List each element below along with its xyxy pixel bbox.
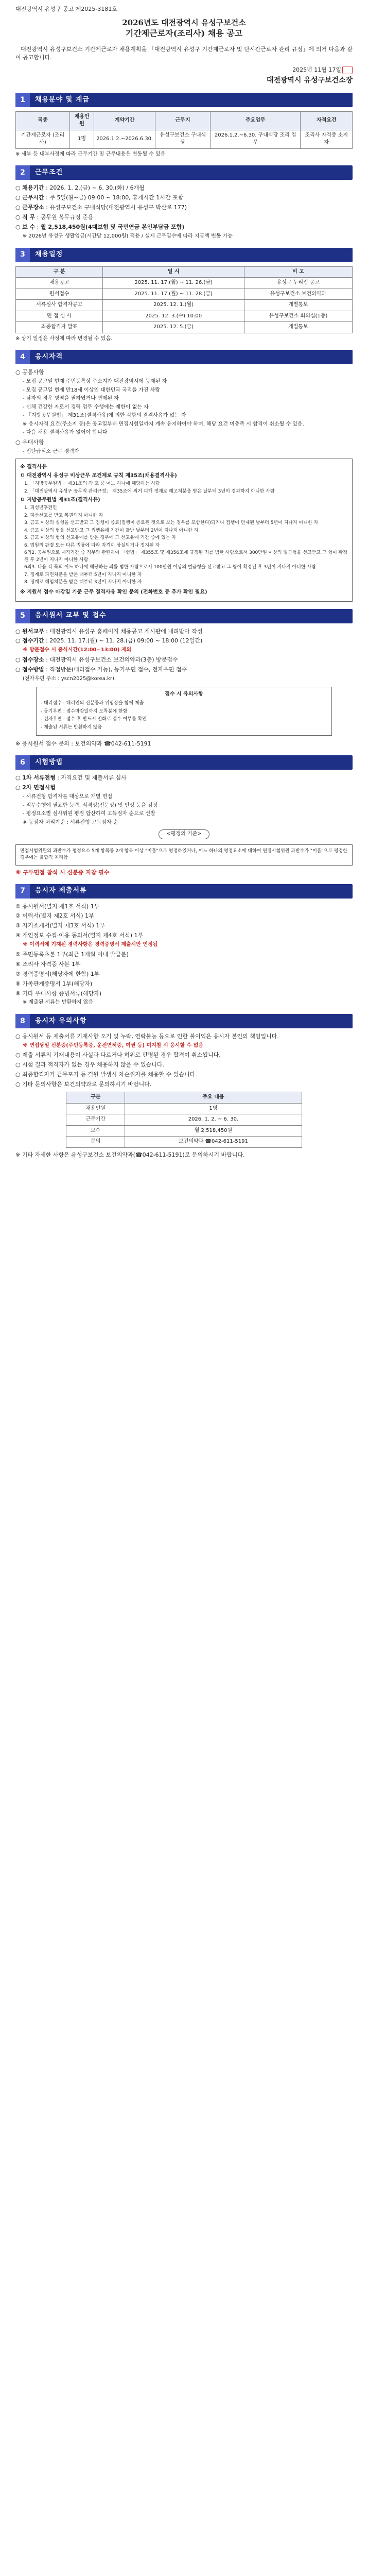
intro-text: 대전광역시 유성구보건소 기간제근로자 채용계획을 「대전광역시 유성구 기간제근로자 및 단시간근로자 관리 규정」에 의거 다음과 같이 공고합니다. (15, 45, 353, 61)
condition-item: ○ 직 무 : 공무원 복무규정 준용 (15, 214, 94, 221)
final-contact: ※ 기타 자세한 사항은 유성구보건소 보건의약과(☎042-611-5191)로 문의하시기 바랍니다. (15, 1151, 245, 1158)
requirement-item: - 다음 채용 결격사유가 없어야 합니다 (23, 430, 108, 436)
section-header-2: 2 근무조건 (15, 165, 353, 180)
submission-item: ○ 원서교부 : 대전광역시 유성구 홈페이지 채용공고 게시판에 내려받아 작성 (15, 628, 203, 635)
page-title (15, 18, 353, 39)
section-header-7: 7 응시자 제출서류 (15, 884, 353, 899)
common-heading: ○ 공통사항 (15, 369, 44, 376)
submission-caution-box: 접수 시 유의사항 - 대리접수 : 대리인의 신분증과 위임장을 함께 제출 - 등기우편 : 접수마감일까지 도착분에 한함 - 전자우편 : 접수 후 반드시 전화로 접수 여부를 확인 - 제출된 서류는 반환하지 않음 (36, 687, 332, 736)
section-header-3: 3 채용일정 (15, 248, 353, 262)
document-item: ⑤ 주민등록초본 1부(최근 1개월 이내 발급분) (15, 951, 129, 958)
disqualification-box: ※ 결격사유 ㅁ 대전광역시 유성구 비상근무 조건제로 규칙 제35조(채용결격사유) 1. 「지방공무원법」 제31조의 각 호 중 어느 하나에 해당하는 사람 2. 「대전광역시 유성구 공무직 관리규정」 제35조에 의거 피해 정계로 해고처분을 받은 날부터 3년이 경과하지 아니한 사람 ㅁ 지방공무원법 제31조(결격사유) 1. 피성년후견인 2. 파산선고를 받고 복권되지 아니한 자 3. 금고 이상의 실형을 선고받고 그 집행이 종료(집행이 종료된 것으로 보는 경우를 포함한다)되거나 집행이 면제된 날부터 5년이 지나지 아니한 자 4. 금고 이상의 형을 선고받고 그 집행유예 기간이 끝난 날부터 2년이 지나지 아니한 자 5. 금고 이상의 형의 선고유예를 받은 경우에 그 선고유예 기간 중에 있는 자 6. 법원의 판결 또는 다른 법률에 따라 자격이 상실되거나 정지된 자 6의2. 공무원으로 재직기간 중 직무와 관련하여 「형법」 제355조 및 제356조에 규정된 죄를 범한 사람으로서 300만원 이상의 벌금형을 선고받고 그 형이 확정된 후 2년이 지나지 아니한 사람 6의3. 다음 각 목의 어느 하나에 해당하는 죄를 범한 사람으로서 100만원 이상의 벌금형을 선고받고 그 형이 확정된 후 3년이 지나지 아니한 사람 7. 징계로 파면처분을 받은 때부터 5년이 지나지 아니한 자 8. 징계로 해임처분을 받은 때부터 3년이 지나지 아니한 자 ※ 지원서 접수 마감일 기준 근무 결격사유 확인 문의 (전화번호 등 추가 확인 필요) (15, 459, 353, 602)
exam-item: ○ 1차 서류전형 : 자격요건 및 제출서류 심사 (15, 774, 127, 782)
document-item: ③ 자기소개서(별지 제3호 서식) 1부 (15, 922, 105, 929)
submission-item: ○ 접수기간 : 2025. 11. 17.(월) ~ 11. 28.(금) 09:00 ~ 18:00 (12일간) (15, 637, 203, 645)
id-warning: ※ 구두면접 참석 시 신분증 지참 필수 (15, 869, 110, 876)
announcement-number: 대전광역시 유성구 공고 제2025-3181호 (15, 6, 117, 12)
tie-rule: ※ 동점자 처리기준 : 서류전형 고득점자 순 (23, 819, 118, 825)
section-header-5: 5 응시원서 교부 및 접수 (15, 609, 353, 623)
id-required-note: ※ 면접당일 신분증(주민등록증, 운전면허증, 여권 등) 미지참 시 응시할 수 없음 (23, 1042, 204, 1048)
requirement-item: - 모집 공고일 현재 주민등록상 주소지가 대전광역시에 등재된 자 (23, 379, 167, 385)
section-header-6: 6 시험방법 (15, 755, 353, 770)
criteria-label: <평정의 기준> (159, 829, 209, 839)
submission-item: ○ 접수장소 : 대전광역시 유성구보건소 보건의약과(3층) 방문접수 (15, 656, 178, 663)
submission-item: ○ 접수방법 : 직접방문(대리접수 가능), 등기우편 접수, 전자우편 접수 (15, 666, 187, 673)
section-header-8: 8 응시자 유의사항 (15, 1014, 353, 1028)
caution-item: ○ 제출 서류의 기재내용이 사실과 다르거나 허위로 판명된 경우 합격이 취소됩니다. (15, 1052, 221, 1059)
document-item: ④ 개인정보 수집·이용 동의서(별지 제4호 서식) 1부 (15, 932, 144, 939)
summary-table: 구분 주요 내용 채용인원 1명 근무기간 2026. 1. 2. ~ 6. 30. 보수 월 2,518,450원 문의 보건의약과 ☎042-611-5191 (66, 1092, 302, 1148)
section-header-1: 1 채용분야 및 계급 (15, 93, 353, 107)
issuer: 대전광역시 유성구보건소장 (266, 76, 353, 84)
document-item: ⑥ 조리사 자격증 사본 1부 (15, 960, 81, 968)
career-note: ※ 이력서에 기재된 경력사항은 경력증명서 제출시만 인정됨 (23, 942, 158, 948)
schedule-table: 구 분 일 시 비 고 채용공고 2025. 11. 17.(월) ~ 11. 26.(금) 유성구 누리집 공고 원서접수 2025. 11. 17.(월) ~ 11. 28.(금) 유성구보건소 보건의약과 서류심사 합격자공고 2025. 12. 1.(월) 개별통보 면 접 심 사 2025. 12. 3.(수) 10:00 유성구보건소 회의실(1층) 최종합격자 발표 2025. 12. 5.(금) 개별통보 (15, 266, 353, 333)
pay-note: ※ 2026년 유성구 생활임금(시간당 12,000원) 적용 / 실제 근무일수에 따라 지급액 변동 가능 (23, 233, 233, 240)
table-row: 채용공고 2025. 11. 17.(월) ~ 11. 26.(금) 유성구 누리집 공고 (16, 278, 353, 289)
notice-date: 2025년 11월 17일 (292, 66, 341, 73)
exam-item: ○ 2차 면접시험 (15, 784, 56, 791)
requirement-item: - 신체 건강한 자로서 경력 업무 수행에는 제한이 없는 자 (23, 404, 149, 410)
seal-mark (342, 66, 353, 74)
criteria-box: 면접시험위원의 과반수가 평정요소 5개 항목중 2개 항목 이상 "미흡"으로 평정하였거나, 어느 하나의 평정요소에 대하여 면접시험위원 과반수가 "미흡"으로 평정한 경우에는 불합격 처리함 (15, 844, 353, 866)
condition-item: ○ 보 수 : 월 2,518,450원(4대보험 및 국민연금 본인부담금 포함) (15, 224, 185, 231)
notice-page: 대전광역시 유성구 공고 제2025-3181호 2026년도 대전광역시 유성구보건소 기간제근로자(조리사) 채용 공고 대전광역시 유성구보건소 기간제근로자 채용계획을 「대전광역시 유성구 기간제근로자 및 단시간근로자 관리 규정」에 의거 다음과 같이 공고합니다. 2025년 11월 17일 대전광역시 유성구보건소장 1 채용분야 및 계급 직종 채용인원 계약기간 근무지 주요업무 자격요건 기간제근로자 (조리사) 1명 2026.1.2.~2026.6.30. 유성구보건소 구내식당 2026.1.2.~6.30. 구내식당 조리 업무 조리사 자격증 소지자 ※ 세부 등 내부사정에 따라 근무기간 및 근무내용은 변동될 수 있음 2 근무조건 ○ 채용기간 : 2026. 1. 2.(금) ~ 6. 30.(화) / 6개월 ○ 근무시간 : 주 5일(월~금) 09:00 ~ 18:00, 휴게시간 1시간 포함 ○ 근무장소 : 유성구보건소 구내식당(대전광역시 유성구 박산로 177) ○ 직 무 : 공무원 복무규정 준용 ○ 보 수 : 월 2,518,450원(4대보험 및 국민연금 본인부담금 포함) ※ 2026년 유성구 생활임금(시간당 12,000원) 적용 / 실제 근무일수에 따라 지급액 변동 가능 3 채용일정 구 분 일 시 비 고 채용공고 2025. 11. 17.(월) ~ 11. 26.(금) 유성구 누리집 공고 원서접수 2025. 11. 17.(월) ~ 11. 28.(금) 유성구보건소 보건의약과 서류심사 합격자공고 2025. 12. 1.(월) 개별통보 면 접 심 사 2025. 12. 3.(수) 10:00 유성구보건소 회의실(1층) 최종합격자 발표 2025. 12. 5.(금) 개별통보 ※ 상기 일정은 사정에 따라 변경될 수 있음. 4 응시자격 ○ 공통사항 - 모집 공고일 현재 주민등록상 주소지가 대전광역시에 등재된 자 - 모집 공고일 현재 만18세 이상인 대한민국 국적을 가진 사람 - 남자의 경우 병역을 필하였거나 면제된 자 - 신체 건강한 자로서 경력 업무 수행에는 제한이 없는 자 - 「지방공무원법」 제31조(결격사유)에 의한 각항의 결격사유가 없는 자 ※ 응시자격 요건(주소지 등)은 공고일부터 면접시험일까지 계속 유지하여야 하며, 해당 요건 미충족 시 합격이 취소될 수 있음. - 다음 채용 결격사유가 없어야 합니다 ○ 우대사항 - 집단급식소 근무 경력자 ※ 결격사유 ㅁ 대전광역시 유성구 비상근무 조건제로 규칙 제35조(채용결격사유) 1. 「지방공무원법」 제31조의 각 호 중 어느 하나에 해당하는 사람 2. 「대전광역시 유성구 공무직 관리규정」 제35조에 의거 피해 정계로 해고처분을 받은 날부터 3년이 경과하지 아니한 사람 ㅁ 지방공무원법 제31조(결격사유) 1. 피성년후견인 2. 파산선고를 받고 복권되지 아니한 자 3. 금고 이상의 실형을 선고받고 그 집행이 종료(집행이 종료된 것으로 보는 경우를 포함한다)되거나 집행이 면제된 날부터 5년이 지나지 아니한 자 4. 금고 이상의 형을 선고받고 그 집행유예 기간이 끝난 날부터 2년이 지나지 아니한 자 5. 금고 이상의 형의 선고유예를 받은 경우에 그 선고유예 기간 중에 있는 자 6. 법원의 판결 또는 다른 법률에 따라 자격이 상실되거나 정지된 자 6의2. 공무원으로 재직기간 중 직무와 관련하여 「형법」 제355조 및 제356조에 규정된 죄를 범한 사람으로서 300만원 이상의 벌금형을 선고받고 그 형이 확정된 후 2년이 지나지 아니한 사람 6의3. 다음 각 목의 어느 하나에 해당하는 죄를 범한 사람으로서 100만원 이상의 벌금형을 선고받고 그 형이 확정된 후 3년이 지나지 아니한 사람 7. 징계로 파면처분을 받은 때부터 5년이 지나지 아니한 자 8. 징계로 해임처분을 받은 때부터 3년이 지나지 아니한 자 ※ 지원서 접수 마감일 기준 근무 결격사유 확인 문의 (전화번호 등 추가 확인 필요) 5 응시원서 교부 및 접수 ○ 원서교부 : 대전광역시 유성구 홈페이지 채용공고 게시판에 내려받아 작성 ○ 접수기간 : 2025. 11. 17.(월) ~ 11. 28.(금) 09:00 ~ 18:00 (12일간) ※ 방문접수 시 중식시간(12:00~13:00) 제외 ○ 접수장소 : 대전광역시 유성구보건소 보건의약과(3층) 방문접수 ○ 접수방법 : 직접방문(대리접수 가능), 등기우편 접수, 전자우편 접수 (전자우편 주소 : yscn2025@korea.kr) 접수 시 유의사항 - 대리접수 : 대리인의 신분증과 위임장을 함께 제출 - 등기우편 : 접수마감일까지 도착분에 한함 - 전자우편 : 접수 후 반드시 전화로 접수 여부를 확인 - 제출된 서류는 반환하지 않음 ※ 응시원서 접수 문의 : 보건의약과 ☎042-611-5191 6 시험방법 ○ 1차 서류전형 : 자격요건 및 제출서류 심사 ○ 2차 면접시험 - 서류전형 합격자를 대상으로 개별 면접 - 직무수행에 필요한 능력, 적격성(전문성) 및 인성 등을 검정 - 평정요소별 심사위원 평점 합산하여 고득점자 순으로 선발 ※ 동점자 처리기준 : 서류전형 고득점자 순 <평정의 기준> 면접시험위원의 과반수가 평정요소 5개 항목중 2개 항목 이상 "미흡"으로 평정하였거나, 어느 하나의 평정요소에 대하여 면접시험위원 과반수가 "미흡"으로 평정한 경우에는 불합격 처리함 ※ 구두면접 참석 시 신분증 지참 필수 7 응시자 제출서류 ① 응시원서(별지 제1호 서식) 1부 ② 이력서(별지 제2호 서식) 1부 ③ 자기소개서(별지 제3호 서식) 1부 ④ 개인정보 수집·이용 동의서(별지 제4호 서식) 1부 ※ 이력서에 기재된 경력사항은 경력증명서 제출시만 인정됨 ⑤ 주민등록초본 1부(최근 1개월 이내 발급분) ⑥ 조리사 자격증 사본 1부 ⑦ 경력증명서(해당자에 한함) 1부 ⑧ 가족관계증명서 1부(해당자) ⑨ 기타 우대사항 증빙서류(해당자) ※ 제출된 서류는 반환하지 않음 8 응시자 유의사항 ○ 응시원서 등 제출서류 기재사항 오기 및 누락, 연락불능 등으로 인한 불이익은 응시자 본인의 책임입니다. ※ 면접당일 신분증(주민등록증, 운전면허증, 여권 등) 미지참 시 응시할 수 없음 ○ 제출 서류의 기재내용이 사실과 다르거나 허위로 판명된 경우 합격이 취소됩니다. ○ 시험 결과 적격자가 없는 경우 채용하지 않을 수 있습니다. ○ 최종합격자가 근무포기 등 결원 발생시 차순위자를 채용할 수 있습니다. ○ 기타 문의사항은 보건의약과로 문의하시기 바랍니다. 구분 주요 내용 채용인원 1명 근무기간 2026. 1. 2. ~ 6. 30. 보수 월 2,518,450원 문의 보건의약과 ☎042-611-5191 ※ 기타 자세한 사항은 유성구보건소 보건의약과(☎042-611-5191)로 문의하시기 바랍니다. (15, 6, 353, 1158)
document-item: ⑦ 경력증명서(해당자에 한함) 1부 (15, 970, 100, 977)
caution-item: ○ 최종합격자가 근무포기 등 결원 발생시 차순위자를 채용할 수 있습니다. (15, 1071, 197, 1078)
lunch-notice: ※ 방문접수 시 중식시간(12:00~13:00) 제외 (23, 647, 132, 653)
table-row: 기간제근로자 (조리사) 1명 2026.1.2.~2026.6.30. 유성구보건소 구내식당 2026.1.2.~6.30. 구내식당 조리 업무 조리사 자격증 소지자 (16, 130, 353, 148)
table-row: 서류심사 합격자공고 2025. 12. 1.(월) 개별통보 (16, 300, 353, 311)
table-row: 근무기간 2026. 1. 2. ~ 6. 30. (66, 1114, 302, 1126)
title-line2: 기간제근로자(조리사) 채용 공고 (125, 28, 243, 39)
preference-heading: ○ 우대사항 (15, 438, 44, 446)
contact-line: ※ 응시원서 접수 문의 : 보건의약과 ☎042-611-5191 (15, 740, 151, 748)
table-row: 문의 보건의약과 ☎042-611-5191 (66, 1137, 302, 1148)
date-line (15, 66, 353, 74)
document-item: ⑧ 가족관계증명서 1부(해당자) (15, 980, 93, 987)
requirement-item: - 남자의 경우 병역을 필하였거나 면제된 자 (23, 396, 119, 402)
caution-item: ○ 시험 결과 적격자가 없는 경우 채용하지 않을 수 있습니다. (15, 1061, 164, 1069)
preference-item: - 집단급식소 근무 경력자 (23, 448, 79, 454)
condition-item: ○ 근무장소 : 유성구보건소 구내식당(대전광역시 유성구 박산로 177) (15, 204, 187, 211)
table-row: 채용인원 1명 (66, 1103, 302, 1114)
requirement-item: - 모집 공고일 현재 만18세 이상인 대한민국 국적을 가진 사람 (23, 387, 161, 393)
requirement-warning: ※ 응시자격 요건(주소지 등)은 공고일부터 면접시험일까지 계속 유지하여야 하며, 해당 요건 미충족 시 합격이 취소될 수 있음. (23, 421, 304, 427)
document-item: ⑨ 기타 우대사항 증빙서류(해당자) (15, 990, 102, 997)
caution-item: ○ 기타 문의사항은 보건의약과로 문의하시기 바랍니다. (15, 1081, 152, 1088)
schedule-note: ※ 상기 일정은 사정에 따라 변경될 수 있음. (15, 335, 113, 342)
table-row: 원서접수 2025. 11. 17.(월) ~ 11. 28.(금) 유성구보건소 보건의약과 (16, 289, 353, 300)
document-item: ① 응시원서(별지 제1호 서식) 1부 (15, 903, 100, 910)
condition-item: ○ 근무시간 : 주 5일(월~금) 09:00 ~ 18:00, 휴게시간 1시간 포함 (15, 194, 184, 201)
document-item: ② 이력서(별지 제2호 서식) 1부 (15, 912, 94, 920)
recruit-table: 직종 채용인원 계약기간 근무지 주요업무 자격요건 기간제근로자 (조리사) 1명 2026.1.2.~2026.6.30. 유성구보건소 구내식당 2026.1.2.~6.30. 구내식당 조리 업무 조리사 자격증 소지자 (15, 111, 353, 149)
no-return-note: ※ 제출된 서류는 반환하지 않음 (23, 999, 94, 1006)
table-row: 면 접 심 사 2025. 12. 3.(수) 10:00 유성구보건소 회의실(1층) (16, 311, 353, 322)
condition-item: ○ 채용기간 : 2026. 1. 2.(금) ~ 6. 30.(화) / 6개월 (15, 184, 145, 192)
table-row: 보수 월 2,518,450원 (66, 1125, 302, 1137)
caution-item: ○ 응시원서 등 제출서류 기재사항 오기 및 누락, 연락불능 등으로 인한 불이익은 응시자 본인의 책임입니다. (15, 1032, 279, 1040)
section1-note: ※ 세부 등 내부사정에 따라 근무기간 및 근무내용은 변동될 수 있음 (15, 151, 166, 157)
requirement-item: - 「지방공무원법」 제31조(결격사유)에 의한 각항의 결격사유가 없는 자 (23, 413, 186, 419)
table-row: 최종합격자 발표 2025. 12. 5.(금) 개별통보 (16, 322, 353, 333)
email-address[interactable]: (전자우편 주소 : yscn2025@korea.kr) (23, 675, 114, 682)
title-line1: 2026년도 대전광역시 유성구보건소 (122, 18, 246, 27)
section-header-4: 4 응시자격 (15, 350, 353, 364)
